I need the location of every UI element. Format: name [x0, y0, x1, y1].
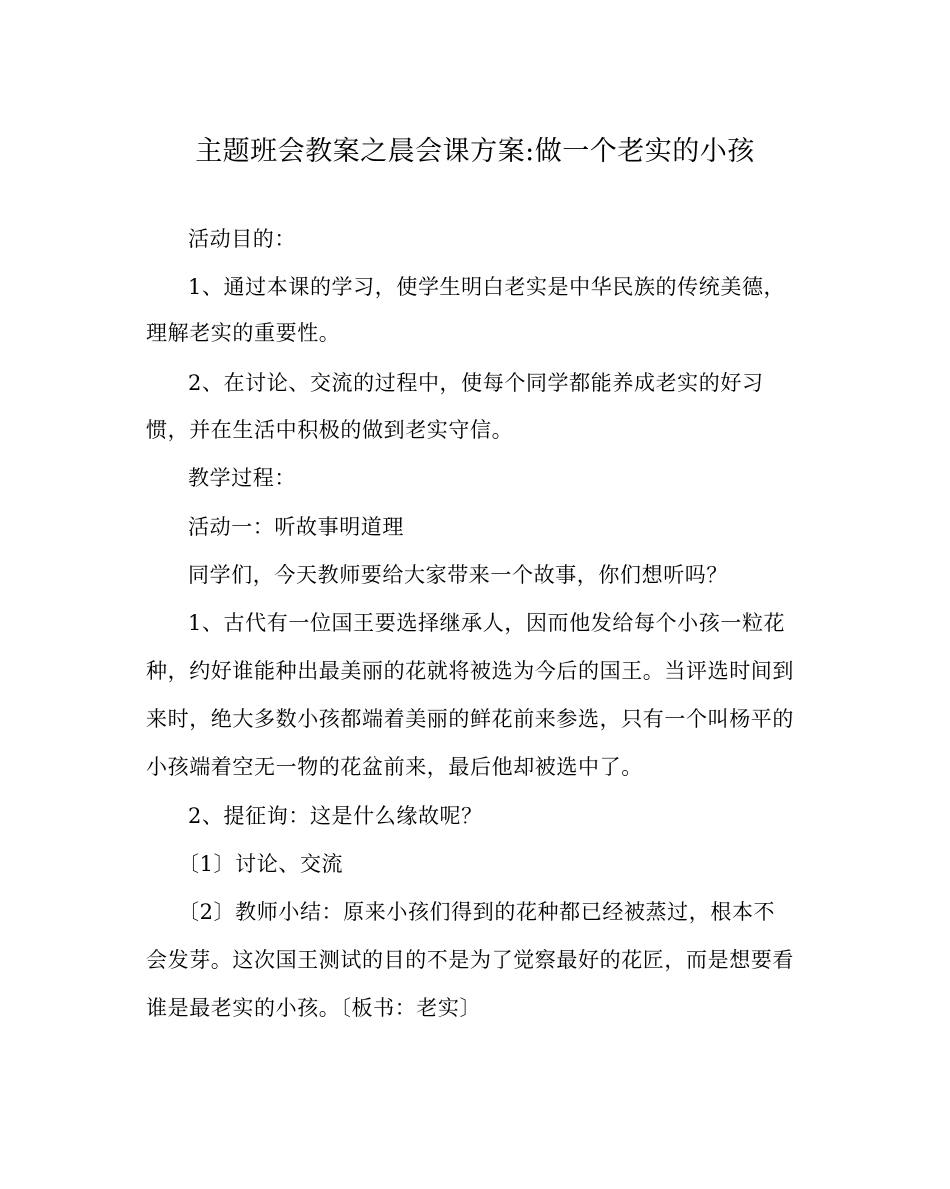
paragraph-goal-1-line-2: 理解老实的重要性。 [146, 321, 341, 345]
paragraph-heading-process: 教学过程： [188, 466, 296, 490]
paragraph-story-line-3: 来时，绝大多数小孩都端着美丽的鲜花前来参选，只有一个叫杨平的 [146, 707, 794, 731]
paragraph-question: 2、提征询：这是什么缘故呢？ [188, 804, 483, 828]
paragraph-goal-2-line-1: 2、在讨论、交流的过程中，使每个同学都能养成老实的好习 [188, 371, 764, 395]
paragraph-goal-1-line-1: 1、通过本课的学习，使学生明白老实是中华民族的传统美德， [188, 275, 786, 299]
paragraph-summary-line-3: 谁是最老实的小孩。〔板书：老实〕 [146, 996, 482, 1020]
paragraph-summary-line-2: 会发芽。这次国王测试的目的不是为了觉察最好的花匠，而是想要看 [146, 948, 794, 972]
paragraph-story-line-1: 1、古代有一位国王要选择继承人，因而他发给每个小孩一粒花 [188, 611, 786, 635]
document-title: 主题班会教案之晨会课方案:做一个老实的小孩 [195, 136, 755, 167]
paragraph-heading-goals: 活动目的： [188, 227, 296, 251]
paragraph-story-line-4: 小孩端着空无一物的花盆前来，最后他却被选中了。 [146, 755, 643, 779]
paragraph-discussion: 〔1〕讨论、交流 [178, 852, 344, 876]
paragraph-activity-1: 活动一：听故事明道理 [188, 515, 404, 539]
paragraph-summary-line-1: 〔2〕教师小结：原来小孩们得到的花种都已经被蒸过，根本不 [178, 900, 776, 924]
paragraph-story-line-2: 种，约好谁能种出最美丽的花就将被选为今后的国王。当评选时间到 [146, 659, 794, 683]
paragraph-goal-2-line-2: 惯，并在生活中积极的做到老实守信。 [146, 418, 514, 442]
paragraph-intro: 同学们，今天教师要给大家带来一个故事，你们想听吗？ [188, 563, 728, 587]
